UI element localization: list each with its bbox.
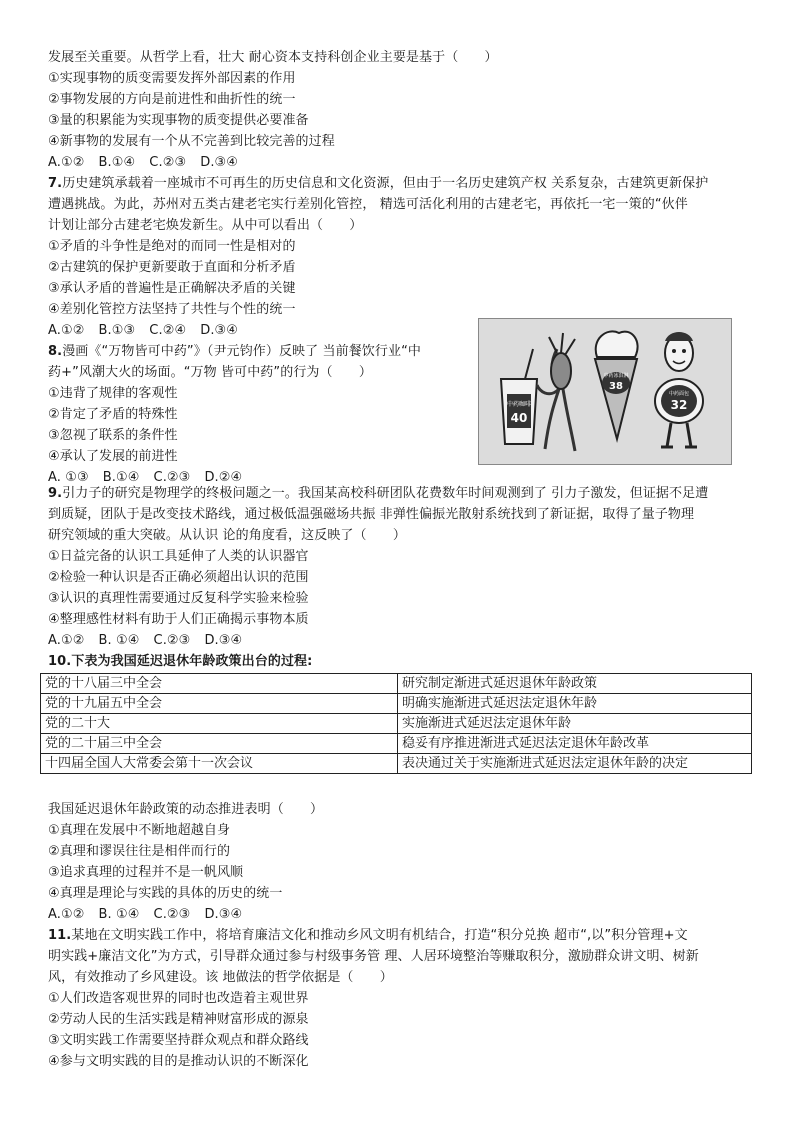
table-cell-policy: 表决通过关于实施渐进式延迟法定退休年龄的决定 xyxy=(398,754,752,774)
q7-answer-c: C.②④ xyxy=(149,323,187,338)
q11-option-2: ②劳动人民的生活实践是精神财富形成的源泉 xyxy=(48,1012,309,1027)
q7-stem-text-1: 历史建筑承载着一座城市不可再生的历史信息和文化资源，但由于一名历史建筑产权 关系复杂，古建筑更新保护 xyxy=(62,176,709,191)
sign-label: 中药面包 xyxy=(668,391,690,397)
q8-option-3: ③忽视了联系的条件性 xyxy=(48,428,178,443)
policy-timeline-table xyxy=(40,673,752,774)
q7-option-4: ④差别化管控方法坚持了共性与个性的统一 xyxy=(48,302,296,317)
q8-stem-line-2: 药+”风潮大火的场面。“万物 皆可中药”的行为（ ） xyxy=(48,365,372,380)
q10-option-2: ②真理和谬误往往是相伴而行的 xyxy=(48,844,231,859)
q6-option-2: ②事物发展的方向是前进性和曲折性的统一 xyxy=(48,92,296,107)
cone-number: 38 xyxy=(609,381,623,392)
q6-answer-b: B.①④ xyxy=(98,155,136,170)
table-cell-policy: 实施渐进式延迟法定退休年龄 xyxy=(398,714,752,734)
q8-option-4: ④承认了发展的前进性 xyxy=(48,449,178,464)
q9-answer-c: C.②③ xyxy=(153,633,191,648)
table-row xyxy=(41,754,752,774)
table-cell-event: 十四届全国人大常委会第十一次会议 xyxy=(41,754,398,774)
q9-answer-b: B. ①④ xyxy=(98,633,140,648)
q10-number: 10. xyxy=(48,654,72,669)
q11-stem-line-3: 风，有效推动了乡风建设。该 地做法的哲学依据是（ ） xyxy=(48,970,393,985)
q8-answer-c: C.②③ xyxy=(153,470,191,485)
q6-answer-a: A.①② xyxy=(48,155,85,170)
q9-stem-line-1 xyxy=(48,484,758,504)
q9-answer-d: D.③④ xyxy=(204,633,243,648)
table-cell-policy: 稳妥有序推进渐进式延迟法定退休年龄改革 xyxy=(398,734,752,754)
q8-option-1: ①违背了规律的客观性 xyxy=(48,386,178,401)
q7-number: 7. xyxy=(48,176,63,191)
q10-answer-a: A.①② xyxy=(48,907,85,922)
cup-label: 中药咖啡 xyxy=(506,401,532,408)
q9-answer-a: A.①② xyxy=(48,633,85,648)
q9-option-2: ②检验一种认识是否正确必须超出认识的范围 xyxy=(48,570,309,585)
q8-answer-d: D.②④ xyxy=(204,470,243,485)
q6-answer-d: D.③④ xyxy=(200,155,239,170)
table-cell-event: 党的十九届五中全会 xyxy=(41,694,398,714)
cartoon-drawing xyxy=(479,319,731,464)
table-cell-policy: 研究制定渐进式延迟退休年龄政策 xyxy=(398,674,752,694)
q11-option-4: ④参与文明实践的目的是推动认识的不断深化 xyxy=(48,1054,309,1069)
q9-answers xyxy=(48,631,758,651)
q6-answer-c: C.②③ xyxy=(149,155,187,170)
q9-stem-line-3: 研究领域的重大突破。从认识 论的角度看，这反映了（ ） xyxy=(48,528,406,543)
q10-answer-c: C.②③ xyxy=(153,907,191,922)
table-row xyxy=(41,694,752,714)
q10-answers xyxy=(48,905,758,925)
q11-option-1: ①人们改造客观世界的同时也改造着主观世界 xyxy=(48,991,309,1006)
q11-stem-line-2: 明实践+廉洁文化”为方式，引导群众通过参与村级事务管 理、人居环境整治等赚取积分，激励群众讲文明、树新 xyxy=(48,949,699,964)
q6-answers xyxy=(48,153,758,173)
q9-number: 9. xyxy=(48,486,63,501)
q10-option-1: ①真理在发展中不断地超越自身 xyxy=(48,823,231,838)
q7-option-1: ①矛盾的斗争性是绝对的而同一性是相对的 xyxy=(48,239,296,254)
sign-number: 32 xyxy=(670,398,688,412)
q10-intro-text: 下表为我国延迟退休年龄政策出台的过程: xyxy=(71,654,313,669)
q7-answer-d: D.③④ xyxy=(200,323,239,338)
q10-answer-d: D.③④ xyxy=(204,907,243,922)
q7-stem-line-2: 遭遇挑战。为此，苏州对五类古建老宅实行差别化管控， 精选可活化利用的古建老宅，再依托一宅一策的“伙伴 xyxy=(48,197,688,212)
q8-stem-line-1 xyxy=(48,342,468,362)
q7-option-2: ②古建筑的保护更新要敢于直面和分析矛盾 xyxy=(48,260,296,275)
cartoon-image xyxy=(478,318,732,465)
table-cell-event: 党的二十大 xyxy=(41,714,398,734)
q8-number: 8. xyxy=(48,344,63,359)
q9-stem-line-2: 到质疑，团队于是改变技术路线，通过极低温强磁场共振 非弹性偏振光散射系统找到了新证据，取得了量子物理 xyxy=(48,507,695,522)
q8-stem-text-1: 漫画《“万物皆可中药”》（尹元钧作）反映了 当前餐饮行业“中 xyxy=(62,344,422,359)
q10-answer-b: B. ①④ xyxy=(98,907,140,922)
q7-answer-b: B.①③ xyxy=(98,323,136,338)
q11-option-3: ③文明实践工作需要坚持群众观点和群众路线 xyxy=(48,1033,309,1048)
table-cell-policy: 明确实施渐进式延迟法定退休年龄 xyxy=(398,694,752,714)
q7-answer-a: A.①② xyxy=(48,323,85,338)
q9-option-3: ③认识的真理性需要通过反复科学实验来检验 xyxy=(48,591,309,606)
q9-option-4: ④整理感性材料有助于人们正确揭示事物本质 xyxy=(48,612,309,627)
q8-option-2: ②肯定了矛盾的特殊性 xyxy=(48,407,178,422)
q7-answers xyxy=(48,321,468,341)
q8-answer-b: B.①④ xyxy=(102,470,140,485)
q10-intro-line xyxy=(48,652,758,672)
q11-number: 11. xyxy=(48,928,72,943)
table-row xyxy=(41,734,752,754)
q11-stem-line-1 xyxy=(48,926,758,946)
q10-option-3: ③追求真理的过程并不是一帆风顺 xyxy=(48,865,244,880)
q9-option-1: ①日益完备的认识工具延伸了人类的认识器官 xyxy=(48,549,309,564)
table-row xyxy=(41,674,752,694)
table-row xyxy=(41,714,752,734)
q6-option-3: ③量的积累能为实现事物的质变提供必要准备 xyxy=(48,113,309,128)
q6-option-4: ④新事物的发展有一个从不完善到比较完善的过程 xyxy=(48,134,335,149)
q6-stem-tail: 发展至关重要。从哲学上看，壮大 耐心资本支持科创企业主要是基于（ ） xyxy=(48,50,498,65)
q11-stem-text-1: 某地在文明实践工作中，将培育廉洁文化和推动乡风文明有机结合，打造“积分兑换 超市“,以”积分管理+文 xyxy=(71,928,688,943)
q10-option-4: ④真理是理论与实践的具体的历史的统一 xyxy=(48,886,283,901)
q10-stem: 我国延迟退休年龄政策的动态推进表明（ ） xyxy=(48,802,324,817)
q7-stem-line-1 xyxy=(48,174,758,194)
q6-option-1: ①实现事物的质变需要发挥外部因素的作用 xyxy=(48,71,296,86)
q9-stem-text-1: 引力子的研究是物理学的终极问题之一。我国某高校科研团队花费数年时间观测到了 引力子激发，但证据不足遭 xyxy=(62,486,709,501)
q8-answer-a: A. ①③ xyxy=(48,470,89,485)
table-cell-event: 党的十八届三中全会 xyxy=(41,674,398,694)
cup-number: 40 xyxy=(510,411,528,425)
q7-stem-line-3: 计划让部分古建老宅焕发新生。从中可以看出（ ） xyxy=(48,218,363,233)
table-cell-event: 党的二十届三中全会 xyxy=(41,734,398,754)
q7-option-3: ③承认矛盾的普遍性是正确解决矛盾的关键 xyxy=(48,281,296,296)
cone-label: 中药冰淇淋 xyxy=(603,373,629,379)
